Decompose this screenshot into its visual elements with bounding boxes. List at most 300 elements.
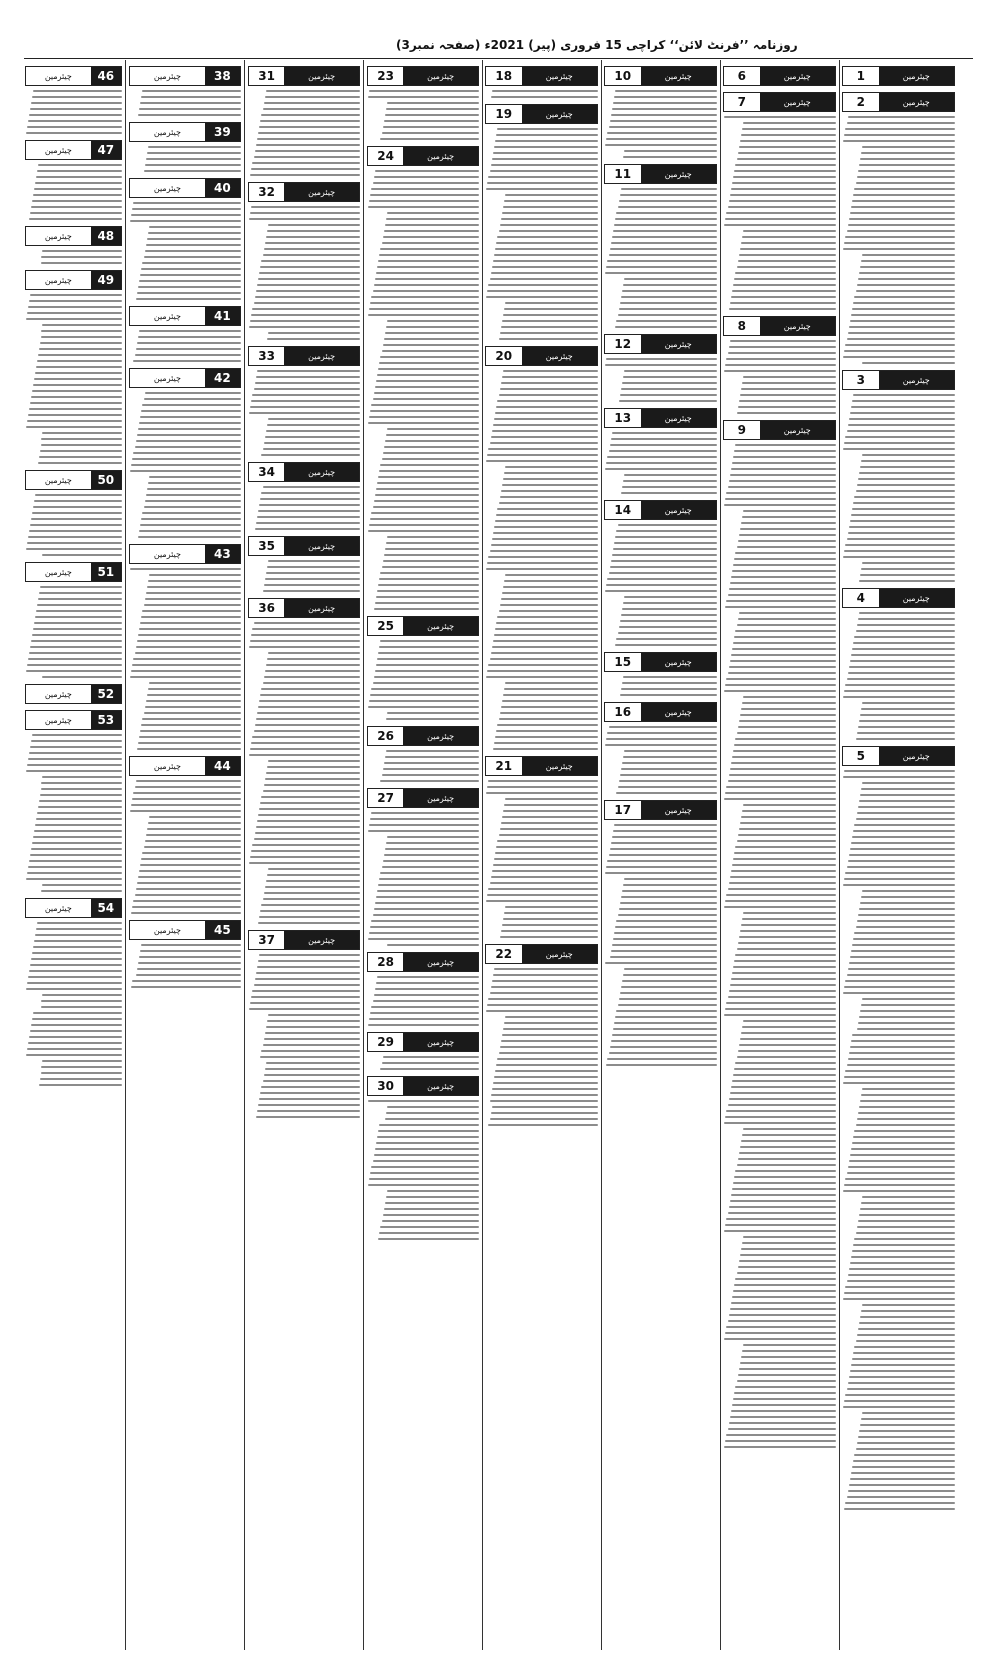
text-line bbox=[138, 336, 241, 338]
item-badge bbox=[842, 370, 955, 390]
text-line bbox=[503, 206, 598, 208]
text-line bbox=[851, 654, 955, 656]
item-number: 23 bbox=[368, 67, 403, 85]
text-line bbox=[369, 308, 479, 310]
text-line bbox=[42, 776, 122, 778]
text-line bbox=[379, 470, 479, 472]
text-line bbox=[611, 438, 717, 440]
text-line bbox=[737, 840, 836, 842]
text-line bbox=[733, 1182, 836, 1184]
text-line bbox=[147, 828, 241, 830]
text-line bbox=[619, 998, 717, 1000]
text-line bbox=[853, 302, 955, 304]
text-line bbox=[738, 834, 836, 836]
text-line bbox=[495, 628, 598, 630]
text-line bbox=[849, 326, 955, 328]
text-line bbox=[740, 930, 836, 932]
text-line bbox=[257, 516, 360, 518]
text-line bbox=[615, 926, 717, 928]
text-line bbox=[619, 200, 717, 202]
text-line bbox=[379, 362, 479, 364]
text-line bbox=[28, 1042, 122, 1044]
text-line bbox=[251, 206, 360, 208]
text-line bbox=[31, 396, 122, 398]
text-line bbox=[387, 102, 479, 104]
text-line bbox=[857, 1118, 955, 1120]
text-line bbox=[374, 284, 479, 286]
text-line bbox=[386, 108, 479, 110]
text-line bbox=[742, 1242, 836, 1244]
text-line bbox=[251, 400, 360, 402]
text-line bbox=[255, 832, 360, 834]
text-line bbox=[265, 242, 360, 244]
item-number: 6 bbox=[724, 67, 760, 85]
item-number: 21 bbox=[486, 757, 522, 775]
text-line bbox=[505, 798, 598, 800]
text-line bbox=[612, 836, 717, 838]
text-line bbox=[860, 466, 955, 468]
text-line bbox=[496, 846, 598, 848]
text-line bbox=[860, 1100, 955, 1102]
text-line bbox=[383, 236, 479, 238]
text-line bbox=[733, 564, 836, 566]
text-line bbox=[147, 488, 241, 490]
text-line bbox=[144, 506, 241, 508]
text-line bbox=[369, 90, 479, 92]
text-line bbox=[491, 164, 598, 166]
text-line bbox=[728, 206, 836, 208]
text-line bbox=[249, 412, 360, 414]
text-line bbox=[495, 412, 598, 414]
text-line bbox=[734, 558, 836, 560]
item-number: 5 bbox=[843, 747, 879, 765]
text-line bbox=[133, 452, 241, 454]
text-line bbox=[742, 918, 836, 920]
text-line bbox=[741, 1140, 836, 1142]
text-line bbox=[734, 1284, 836, 1286]
item-label: چیئرمین bbox=[522, 945, 597, 963]
text-line bbox=[259, 126, 360, 128]
text-line bbox=[378, 260, 479, 262]
text-line bbox=[265, 886, 360, 888]
text-line bbox=[620, 774, 717, 776]
text-line bbox=[371, 404, 479, 406]
text-line bbox=[502, 924, 598, 926]
item-number: 31 bbox=[249, 67, 284, 85]
text-line bbox=[610, 120, 717, 122]
item-label: چیئرمین bbox=[26, 899, 91, 917]
text-line bbox=[135, 354, 241, 356]
item-label: چیئرمین bbox=[760, 317, 835, 335]
item-number: 47 bbox=[91, 141, 121, 159]
text-line bbox=[737, 1056, 836, 1058]
news-column bbox=[723, 60, 836, 1650]
text-line bbox=[27, 312, 122, 314]
text-line bbox=[856, 490, 955, 492]
text-line bbox=[618, 524, 717, 526]
text-line bbox=[730, 302, 836, 304]
text-line bbox=[612, 944, 717, 946]
text-line bbox=[265, 1068, 360, 1070]
text-line bbox=[131, 464, 241, 466]
text-line bbox=[375, 170, 479, 172]
text-line bbox=[145, 164, 241, 166]
item-label: چیئرمین bbox=[130, 921, 205, 939]
text-line bbox=[620, 694, 717, 696]
text-line bbox=[731, 978, 836, 980]
text-line bbox=[609, 572, 717, 574]
item-badge bbox=[25, 66, 122, 86]
item-badge bbox=[25, 562, 122, 582]
text-line bbox=[387, 320, 479, 322]
text-line bbox=[146, 494, 241, 496]
text-line bbox=[254, 388, 360, 390]
text-line bbox=[505, 682, 598, 684]
text-line bbox=[133, 202, 241, 204]
text-line bbox=[497, 1058, 598, 1060]
text-line bbox=[502, 484, 598, 486]
text-line bbox=[254, 984, 360, 986]
text-line bbox=[38, 806, 122, 808]
news-column bbox=[485, 60, 598, 1650]
text-line bbox=[493, 974, 598, 976]
text-line bbox=[495, 140, 598, 142]
item-label: چیئرمین bbox=[26, 711, 91, 729]
text-line bbox=[374, 676, 479, 678]
text-line bbox=[612, 236, 717, 238]
text-line bbox=[848, 1382, 955, 1384]
text-line bbox=[503, 478, 598, 480]
text-line bbox=[34, 940, 122, 942]
text-line bbox=[725, 1224, 836, 1226]
text-line bbox=[373, 1160, 479, 1162]
text-line bbox=[377, 590, 479, 592]
text-line bbox=[732, 1404, 836, 1406]
text-line bbox=[375, 602, 479, 604]
text-line bbox=[854, 496, 955, 498]
text-line bbox=[501, 598, 598, 600]
text-line bbox=[735, 1278, 836, 1280]
text-line bbox=[735, 444, 836, 446]
text-line bbox=[624, 878, 717, 880]
text-line bbox=[492, 430, 598, 432]
text-line bbox=[255, 978, 360, 980]
text-line bbox=[740, 248, 836, 250]
text-line bbox=[386, 842, 479, 844]
text-line bbox=[249, 754, 360, 756]
text-line bbox=[380, 464, 479, 466]
text-line bbox=[741, 924, 836, 926]
text-line bbox=[130, 470, 241, 472]
text-line bbox=[26, 426, 122, 428]
text-line bbox=[850, 1370, 955, 1372]
text-line bbox=[737, 546, 836, 548]
text-line bbox=[850, 848, 955, 850]
text-line bbox=[503, 1028, 598, 1030]
text-line bbox=[256, 376, 360, 378]
item-label: چیئرمین bbox=[760, 67, 835, 85]
text-line bbox=[42, 324, 122, 326]
text-line bbox=[486, 900, 598, 902]
text-line bbox=[857, 1334, 955, 1336]
text-line bbox=[861, 460, 955, 462]
text-line bbox=[860, 1316, 955, 1318]
text-line bbox=[42, 994, 122, 996]
text-line bbox=[499, 230, 598, 232]
text-line bbox=[140, 416, 241, 418]
text-line bbox=[501, 490, 598, 492]
text-line bbox=[31, 102, 122, 104]
text-line bbox=[605, 872, 717, 874]
item-number: 36 bbox=[249, 599, 284, 617]
text-line bbox=[490, 658, 598, 660]
text-line bbox=[725, 606, 836, 608]
text-line bbox=[843, 1190, 955, 1192]
text-line bbox=[135, 786, 241, 788]
item-number: 14 bbox=[605, 501, 641, 519]
text-line bbox=[371, 1166, 479, 1168]
text-line bbox=[34, 188, 122, 190]
text-line bbox=[260, 1092, 360, 1094]
text-line bbox=[33, 1012, 122, 1014]
text-line bbox=[260, 498, 360, 500]
text-line bbox=[500, 1046, 598, 1048]
text-line bbox=[42, 432, 122, 434]
text-line bbox=[623, 284, 717, 286]
text-line bbox=[495, 736, 598, 738]
text-line bbox=[380, 872, 479, 874]
text-line bbox=[847, 430, 955, 432]
text-line bbox=[733, 1074, 836, 1076]
text-line bbox=[382, 458, 479, 460]
text-line bbox=[623, 974, 717, 976]
text-line bbox=[730, 768, 836, 770]
text-line bbox=[739, 254, 836, 256]
text-line bbox=[848, 224, 955, 226]
column-separator bbox=[720, 60, 721, 1650]
item-badge bbox=[129, 368, 241, 388]
text-line bbox=[258, 814, 360, 816]
text-line bbox=[728, 1104, 836, 1106]
text-line bbox=[37, 360, 122, 362]
text-line bbox=[853, 938, 955, 940]
text-line bbox=[254, 838, 360, 840]
text-line bbox=[737, 624, 836, 626]
text-line bbox=[607, 860, 717, 862]
text-line bbox=[380, 356, 479, 358]
text-line bbox=[850, 520, 955, 522]
text-line bbox=[34, 830, 122, 832]
item-number: 10 bbox=[605, 67, 641, 85]
text-line bbox=[726, 212, 836, 214]
text-line bbox=[377, 1136, 479, 1138]
text-line bbox=[503, 314, 598, 316]
text-line bbox=[848, 116, 955, 118]
text-line bbox=[607, 456, 717, 458]
text-line bbox=[368, 1100, 479, 1102]
text-line bbox=[370, 818, 479, 820]
text-line bbox=[623, 480, 717, 482]
text-line bbox=[256, 1116, 360, 1118]
text-line bbox=[371, 512, 479, 514]
text-line bbox=[610, 956, 717, 958]
text-line bbox=[139, 108, 241, 110]
text-line bbox=[40, 794, 122, 796]
text-line bbox=[738, 540, 836, 542]
text-line bbox=[499, 338, 598, 340]
text-line bbox=[500, 224, 598, 226]
text-line bbox=[255, 296, 360, 298]
text-line bbox=[41, 782, 122, 784]
text-line bbox=[731, 1302, 836, 1304]
text-line bbox=[383, 452, 479, 454]
text-line bbox=[730, 340, 836, 342]
text-line bbox=[382, 866, 479, 868]
text-line bbox=[612, 108, 717, 110]
text-line bbox=[132, 458, 241, 460]
text-line bbox=[858, 1022, 955, 1024]
text-line bbox=[385, 548, 479, 550]
text-line bbox=[616, 638, 717, 640]
text-line bbox=[852, 508, 955, 510]
text-line bbox=[726, 358, 836, 360]
text-line bbox=[735, 1386, 836, 1388]
text-line bbox=[387, 212, 479, 214]
text-line bbox=[502, 592, 598, 594]
item-number: 30 bbox=[368, 1077, 403, 1095]
text-line bbox=[739, 146, 836, 148]
text-line bbox=[491, 96, 598, 98]
item-label: چیئرمین bbox=[641, 165, 716, 183]
text-line bbox=[41, 256, 122, 258]
text-line bbox=[505, 1016, 598, 1018]
text-line bbox=[848, 532, 955, 534]
text-line bbox=[725, 792, 836, 794]
item-label: چیئرمین bbox=[130, 757, 205, 775]
text-line bbox=[383, 344, 479, 346]
text-line bbox=[622, 290, 717, 292]
item-badge bbox=[604, 702, 717, 722]
text-line bbox=[623, 756, 717, 758]
item-label: چیئرمین bbox=[641, 335, 716, 353]
text-line bbox=[488, 1124, 598, 1126]
text-line bbox=[729, 1098, 836, 1100]
text-line bbox=[730, 194, 836, 196]
text-line bbox=[142, 90, 241, 92]
item-number: 12 bbox=[605, 335, 641, 353]
text-line bbox=[730, 1416, 836, 1418]
text-line bbox=[35, 616, 122, 618]
text-line bbox=[730, 660, 836, 662]
text-line bbox=[844, 690, 955, 692]
text-line bbox=[852, 1034, 955, 1036]
text-line bbox=[380, 248, 479, 250]
text-line bbox=[858, 618, 955, 620]
text-line bbox=[504, 688, 598, 690]
text-line bbox=[147, 152, 241, 154]
text-line bbox=[620, 902, 717, 904]
text-line bbox=[373, 914, 479, 916]
text-line bbox=[376, 982, 479, 984]
text-line bbox=[267, 658, 360, 660]
text-line bbox=[743, 376, 836, 378]
text-line bbox=[259, 916, 360, 918]
text-line bbox=[621, 986, 717, 988]
text-line bbox=[40, 342, 122, 344]
text-line bbox=[857, 920, 955, 922]
text-line bbox=[491, 272, 598, 274]
item-badge bbox=[129, 66, 241, 86]
text-line bbox=[370, 194, 479, 196]
text-line bbox=[729, 1206, 836, 1208]
text-line bbox=[251, 742, 360, 744]
text-line bbox=[28, 414, 122, 416]
text-line bbox=[499, 394, 598, 396]
text-line bbox=[735, 272, 836, 274]
text-line bbox=[623, 376, 717, 378]
text-line bbox=[501, 822, 598, 824]
item-label: چیئرمین bbox=[284, 347, 359, 365]
text-line bbox=[140, 950, 241, 952]
text-line bbox=[386, 1196, 479, 1198]
text-line bbox=[849, 962, 955, 964]
text-line bbox=[266, 1026, 360, 1028]
text-line bbox=[370, 694, 479, 696]
text-line bbox=[728, 594, 836, 596]
text-line bbox=[35, 494, 122, 496]
text-line bbox=[258, 132, 360, 134]
text-line bbox=[500, 828, 598, 830]
text-line bbox=[375, 278, 479, 280]
text-line bbox=[488, 888, 598, 890]
text-line bbox=[380, 640, 479, 642]
text-line bbox=[724, 370, 836, 372]
text-line bbox=[141, 858, 241, 860]
text-line bbox=[266, 880, 360, 882]
text-line bbox=[859, 1106, 955, 1108]
text-line bbox=[725, 498, 836, 500]
text-line bbox=[856, 182, 955, 184]
text-line bbox=[382, 242, 479, 244]
text-line bbox=[851, 1256, 955, 1258]
text-line bbox=[496, 406, 598, 408]
text-line bbox=[613, 1028, 717, 1030]
text-line bbox=[268, 868, 360, 870]
text-line bbox=[613, 938, 717, 940]
text-line bbox=[40, 450, 122, 452]
text-line bbox=[847, 678, 955, 680]
text-line bbox=[268, 760, 360, 762]
text-line bbox=[495, 852, 598, 854]
text-line bbox=[39, 1084, 122, 1086]
text-line bbox=[382, 350, 479, 352]
text-line bbox=[738, 1374, 836, 1376]
text-line bbox=[848, 672, 955, 674]
text-line bbox=[852, 400, 955, 402]
text-line bbox=[854, 1130, 955, 1132]
text-line bbox=[33, 506, 122, 508]
text-line bbox=[860, 1424, 955, 1426]
text-line bbox=[738, 152, 836, 154]
news-column bbox=[604, 60, 717, 1650]
text-line bbox=[502, 212, 598, 214]
item-badge bbox=[842, 588, 955, 608]
text-line bbox=[261, 454, 360, 456]
item-label: چیئرمین bbox=[522, 757, 597, 775]
text-line bbox=[732, 864, 836, 866]
text-line bbox=[737, 1164, 836, 1166]
text-line bbox=[31, 1024, 122, 1026]
